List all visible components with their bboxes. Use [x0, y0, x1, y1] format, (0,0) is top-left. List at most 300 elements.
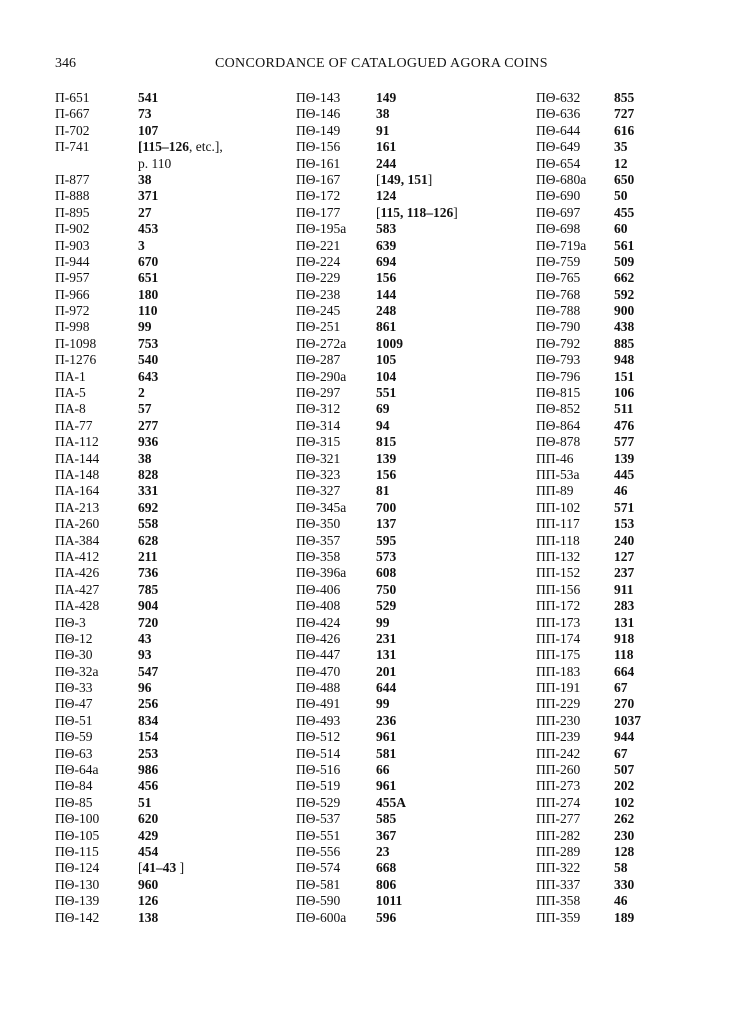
- inventory-number: ΠΘ-142: [55, 909, 100, 925]
- inventory-number: ΠΠ-230: [536, 712, 581, 728]
- inventory-number: ΠΠ-172: [536, 598, 581, 614]
- inventory-number: ΠΘ-796: [536, 368, 581, 384]
- catalogue-number: 445: [614, 466, 635, 482]
- catalogue-number: 12: [614, 155, 628, 171]
- inventory-number: ΠΑ-144: [55, 450, 100, 466]
- catalogue-number: 592: [614, 286, 635, 302]
- inventory-number: ΠΠ-175: [536, 647, 581, 663]
- inventory-number: ΠΘ-177: [296, 204, 341, 220]
- catalogue-number: 720: [138, 614, 159, 630]
- inventory-number: ΠΘ-697: [536, 204, 581, 220]
- catalogue-number: 138: [138, 909, 159, 925]
- catalogue-number: 256: [138, 696, 159, 712]
- inventory-number: ΠΘ-146: [296, 106, 341, 122]
- catalogue-number: 736: [138, 565, 159, 581]
- inventory-number: ΠΑ-213: [55, 499, 100, 515]
- catalogue-number: 806: [376, 876, 397, 892]
- catalogue-number: 283: [614, 598, 635, 614]
- inventory-number: ΠΘ-84: [55, 778, 93, 794]
- inventory-number: ΠΘ-768: [536, 286, 581, 302]
- inventory-number: Π-888: [55, 188, 90, 204]
- catalogue-number: 529: [376, 598, 397, 614]
- catalogue-number: 139: [614, 450, 635, 466]
- inventory-number: Π-702: [55, 122, 90, 138]
- catalogue-number: 454: [138, 843, 159, 859]
- inventory-number: ΠΘ-130: [55, 876, 100, 892]
- catalogue-number: 668: [376, 860, 397, 876]
- catalogue-number: 231: [376, 630, 397, 646]
- catalogue-number: 43: [138, 630, 152, 646]
- inventory-number: ΠΠ-289: [536, 843, 581, 859]
- inventory-number: ΠΑ-77: [55, 417, 93, 433]
- catalogue-number: 127: [614, 548, 635, 564]
- catalogue-number: 66: [376, 762, 390, 778]
- catalogue-number: 507: [614, 762, 635, 778]
- inventory-number: ΠΘ-161: [296, 155, 341, 171]
- catalogue-number: 651: [138, 270, 159, 286]
- catalogue-number: 149: [376, 90, 397, 105]
- catalogue-number: 670: [138, 253, 159, 269]
- catalogue-number: 960: [138, 876, 159, 892]
- inventory-number: ΠΘ-105: [55, 827, 100, 843]
- inventory-number: ΠΠ-273: [536, 778, 581, 794]
- inventory-number: ΠΑ-112: [55, 434, 99, 450]
- inventory-number: ΠΘ-493: [296, 712, 341, 728]
- catalogue-number: 628: [138, 532, 159, 548]
- catalogue-number: 180: [138, 286, 159, 302]
- catalogue-number: 131: [614, 614, 635, 630]
- catalogue-number: 900: [614, 303, 635, 319]
- catalogue-number: 93: [138, 647, 152, 663]
- inventory-number: ΠΘ-32a: [55, 663, 99, 679]
- page-title: CONCORDANCE OF CATALOGUED AGORA COINS: [215, 56, 548, 71]
- catalogue-number: 50: [614, 188, 628, 204]
- inventory-number: Π-998: [55, 319, 90, 335]
- inventory-number: ΠΘ-529: [296, 794, 341, 810]
- inventory-number: ΠΘ-470: [296, 663, 341, 679]
- catalogue-number: [41–43 ]: [138, 860, 185, 876]
- inventory-number: ΠΠ-53a: [536, 466, 580, 482]
- inventory-number: ΠΘ-519: [296, 778, 341, 794]
- inventory-number: ΠΘ-719a: [536, 237, 587, 253]
- inventory-number: ΠΠ-174: [536, 630, 581, 646]
- catalogue-number: 585: [376, 811, 397, 827]
- catalogue-number: 46: [614, 483, 628, 499]
- inventory-number: ΠΘ-3: [55, 614, 86, 630]
- inventory-number: ΠΘ-690: [536, 188, 581, 204]
- catalogue-number: 126: [138, 893, 159, 909]
- inventory-number: ΠΑ-384: [55, 532, 100, 548]
- inventory-number: ΠΠ-229: [536, 696, 581, 712]
- catalogue-number: 367: [376, 827, 397, 843]
- catalogue-number: [149, 151]: [376, 171, 433, 187]
- catalogue-number: 67: [614, 680, 628, 696]
- catalogue-number: 139: [376, 450, 397, 466]
- inventory-number: ΠΠ-322: [536, 860, 581, 876]
- catalogue-number: 904: [138, 598, 159, 614]
- catalogue-number: 547: [138, 663, 159, 679]
- catalogue-number: 211: [138, 548, 158, 564]
- catalogue-number: 137: [376, 516, 397, 532]
- inventory-number: ΠΑ-426: [55, 565, 100, 581]
- catalogue-number: 540: [138, 352, 159, 368]
- inventory-number: ΠΠ-337: [536, 876, 581, 892]
- inventory-number: ΠΠ-118: [536, 532, 580, 548]
- catalogue-number: 99: [376, 696, 390, 712]
- catalogue-number: 153: [614, 516, 635, 532]
- page-number: 346: [55, 56, 76, 71]
- inventory-number: Π-877: [55, 171, 90, 187]
- inventory-number: Π-957: [55, 270, 90, 286]
- inventory-number: ΠΑ-428: [55, 598, 100, 614]
- inventory-number: Π-966: [55, 286, 90, 302]
- inventory-number: ΠΘ-345a: [296, 499, 347, 515]
- catalogue-number: 189: [614, 909, 635, 925]
- inventory-number: ΠΘ-551: [296, 827, 341, 843]
- catalogue-number: 918: [614, 630, 635, 646]
- catalogue-number: [115–126, etc.], p. 110: [138, 139, 223, 171]
- inventory-number: ΠΘ-47: [55, 696, 93, 712]
- inventory-number: ΠΑ-164: [55, 483, 100, 499]
- catalogue-number: 948: [614, 352, 635, 368]
- inventory-number: ΠΠ-152: [536, 565, 581, 581]
- inventory-number: ΠΘ-139: [55, 893, 100, 909]
- catalogue-number: 240: [614, 532, 635, 548]
- inventory-number: ΠΘ-864: [536, 417, 581, 433]
- inventory-number: ΠΘ-408: [296, 598, 341, 614]
- catalogue-number: 236: [376, 712, 397, 728]
- catalogue-number: 106: [614, 385, 635, 401]
- inventory-number: ΠΘ-636: [536, 106, 581, 122]
- catalogue-number: 99: [376, 614, 390, 630]
- inventory-number: ΠΘ-156: [296, 139, 341, 155]
- catalogue-number: 331: [138, 483, 159, 499]
- catalogue-number: 639: [376, 237, 397, 253]
- catalogue-number: 244: [376, 155, 397, 171]
- catalogue-number: 456: [138, 778, 159, 794]
- catalogue-number: 453: [138, 221, 159, 237]
- catalogue-number: 750: [376, 581, 397, 597]
- catalogue-number: 248: [376, 303, 397, 319]
- catalogue-number: 753: [138, 335, 159, 351]
- inventory-number: ΠΘ-491: [296, 696, 341, 712]
- inventory-number: ΠΘ-788: [536, 303, 581, 319]
- inventory-number: ΠΠ-156: [536, 581, 581, 597]
- catalogue-number: 27: [138, 204, 152, 220]
- catalogue-number: 620: [138, 811, 159, 827]
- catalogue-number: 3: [138, 237, 145, 253]
- catalogue-number: 855: [614, 90, 635, 105]
- inventory-number: ΠΘ-100: [55, 811, 100, 827]
- inventory-number: ΠΘ-30: [55, 647, 93, 663]
- catalogue-number: 727: [614, 106, 635, 122]
- inventory-number: ΠΠ-277: [536, 811, 581, 827]
- inventory-number: Π-903: [55, 237, 90, 253]
- inventory-number: ΠΘ-315: [296, 434, 341, 450]
- inventory-number: Π-667: [55, 106, 90, 122]
- inventory-number: ΠΠ-260: [536, 762, 581, 778]
- inventory-number: ΠΘ-12: [55, 630, 93, 646]
- inventory-number: ΠΘ-447: [296, 647, 341, 663]
- inventory-number: ΠΘ-759: [536, 253, 581, 269]
- inventory-number: ΠΘ-238: [296, 286, 341, 302]
- catalogue-number: 110: [138, 303, 158, 319]
- page-header: [55, 56, 708, 76]
- inventory-number: ΠΘ-792: [536, 335, 581, 351]
- catalogue-number: 694: [376, 253, 397, 269]
- inventory-number: ΠΘ-512: [296, 729, 341, 745]
- catalogue-number: 161: [376, 139, 397, 155]
- inventory-number: ΠΠ-274: [536, 794, 581, 810]
- inventory-number: ΠΘ-644: [536, 122, 581, 138]
- catalogue-number: 558: [138, 516, 159, 532]
- inventory-number: ΠΑ-260: [55, 516, 100, 532]
- inventory-number: Π-1276: [55, 352, 97, 368]
- inventory-number: ΠΘ-514: [296, 745, 341, 761]
- inventory-number: ΠΘ-85: [55, 794, 93, 810]
- catalogue-number: 595: [376, 532, 397, 548]
- catalogue-number: 73: [138, 106, 152, 122]
- inventory-number: ΠΘ-852: [536, 401, 581, 417]
- inventory-number: ΠΠ-191: [536, 680, 581, 696]
- catalogue-number: 118: [614, 647, 634, 663]
- catalogue-number: 608: [376, 565, 397, 581]
- inventory-number: ΠΘ-406: [296, 581, 341, 597]
- inventory-number: ΠΠ-117: [536, 516, 580, 532]
- catalogue-number: 38: [138, 171, 152, 187]
- inventory-number: ΠΘ-224: [296, 253, 341, 269]
- inventory-number: Π-972: [55, 303, 90, 319]
- inventory-number: ΠΠ-132: [536, 548, 581, 564]
- inventory-number: ΠΘ-251: [296, 319, 341, 335]
- catalogue-number: 644: [376, 680, 397, 696]
- catalogue-number: 616: [614, 122, 635, 138]
- inventory-number: ΠΘ-358: [296, 548, 341, 564]
- inventory-number: ΠΘ-287: [296, 352, 341, 368]
- catalogue-number: 577: [614, 434, 635, 450]
- catalogue-number: 38: [138, 450, 152, 466]
- inventory-number: ΠΑ-412: [55, 548, 100, 564]
- catalogue-number: 583: [376, 221, 397, 237]
- catalogue-number: 230: [614, 827, 635, 843]
- inventory-number: ΠΘ-321: [296, 450, 341, 466]
- catalogue-number: 104: [376, 368, 397, 384]
- inventory-number: ΠΠ-173: [536, 614, 581, 630]
- catalogue-number: 944: [614, 729, 635, 745]
- catalogue-number: 961: [376, 778, 397, 794]
- inventory-number: ΠΘ-426: [296, 630, 341, 646]
- inventory-number: ΠΘ-581: [296, 876, 341, 892]
- inventory-number: ΠΘ-51: [55, 712, 93, 728]
- catalogue-number: 262: [614, 811, 635, 827]
- catalogue-number: 561: [614, 237, 635, 253]
- catalogue-number: 650: [614, 171, 635, 187]
- inventory-number: ΠΘ-556: [296, 843, 341, 859]
- catalogue-number: 509: [614, 253, 635, 269]
- catalogue-number: 541: [138, 90, 159, 105]
- inventory-number: ΠΘ-632: [536, 90, 581, 105]
- inventory-number: Π-895: [55, 204, 90, 220]
- catalogue-number: 107: [138, 122, 159, 138]
- catalogue-number: 96: [138, 680, 152, 696]
- inventory-number: ΠΘ-33: [55, 680, 93, 696]
- inventory-number: ΠΑ-1: [55, 368, 86, 384]
- inventory-number: ΠΘ-327: [296, 483, 341, 499]
- catalogue-number: 156: [376, 270, 397, 286]
- catalogue-number: 58: [614, 860, 628, 876]
- catalogue-number: 596: [376, 909, 397, 925]
- catalogue-number: 201: [376, 663, 397, 679]
- inventory-number: ΠΘ-396a: [296, 565, 347, 581]
- inventory-number: ΠΘ-314: [296, 417, 341, 433]
- catalogue-number: 270: [614, 696, 635, 712]
- inventory-number: Π-944: [55, 253, 90, 269]
- inventory-number: ΠΠ-359: [536, 909, 581, 925]
- inventory-number: ΠΠ-239: [536, 729, 581, 745]
- catalogue-number: 131: [376, 647, 397, 663]
- inventory-number: ΠΘ-424: [296, 614, 341, 630]
- inventory-number: ΠΘ-272a: [296, 335, 347, 351]
- inventory-number: ΠΑ-148: [55, 467, 100, 482]
- inventory-number: ΠΘ-297: [296, 385, 341, 401]
- catalogue-number: 67: [614, 745, 628, 761]
- inventory-number: ΠΘ-698: [536, 221, 581, 237]
- catalogue-number: 662: [614, 270, 635, 286]
- inventory-number: Π-741: [55, 139, 90, 155]
- inventory-number: ΠΘ-124: [55, 860, 100, 876]
- catalogue-number: 35: [614, 139, 628, 155]
- inventory-number: Π-902: [55, 221, 90, 237]
- inventory-number: ΠΘ-680a: [536, 171, 587, 187]
- catalogue-number: 785: [138, 581, 159, 597]
- catalogue-number: 23: [376, 843, 390, 859]
- inventory-number: ΠΘ-765: [536, 270, 581, 286]
- catalogue-number: 511: [614, 401, 634, 417]
- catalogue-number: 330: [614, 876, 635, 892]
- catalogue-number: 60: [614, 221, 628, 237]
- inventory-number: ΠΘ-143: [296, 90, 341, 105]
- inventory-number: ΠΠ-358: [536, 893, 581, 909]
- inventory-number: Π-651: [55, 90, 90, 105]
- catalogue-number: 237: [614, 565, 635, 581]
- inventory-number: Π-1098: [55, 335, 97, 351]
- inventory-number: ΠΠ-89: [536, 483, 574, 499]
- inventory-number: ΠΘ-654: [536, 155, 581, 171]
- inventory-number: ΠΘ-59: [55, 729, 93, 745]
- catalogue-number: 151: [614, 368, 635, 384]
- catalogue-number: 202: [614, 778, 635, 794]
- inventory-number: ΠΠ-282: [536, 827, 581, 843]
- catalogue-number: 692: [138, 499, 159, 515]
- catalogue-number: 81: [376, 483, 390, 499]
- catalogue-number: 277: [138, 417, 159, 433]
- inventory-number: ΠΘ-221: [296, 237, 341, 253]
- catalogue-number: 476: [614, 417, 635, 433]
- catalogue-number: 38: [376, 106, 390, 122]
- catalogue-number: 834: [138, 712, 159, 728]
- catalogue-number: 253: [138, 745, 159, 761]
- catalogue-number: 664: [614, 663, 635, 679]
- catalogue-number: 861: [376, 319, 397, 335]
- inventory-number: ΠΘ-790: [536, 319, 581, 335]
- catalogue-number: 936: [138, 434, 159, 450]
- inventory-number: ΠΘ-590: [296, 893, 341, 909]
- catalogue-number: 94: [376, 417, 390, 433]
- catalogue-number: 102: [614, 794, 635, 810]
- catalogue-number: 429: [138, 827, 159, 843]
- inventory-number: ΠΘ-290a: [296, 368, 347, 384]
- catalogue-number: 885: [614, 335, 635, 351]
- catalogue-number: 156: [376, 466, 397, 482]
- catalogue-number: 961: [376, 729, 397, 745]
- catalogue-number: 571: [614, 499, 635, 515]
- inventory-number: ΠΠ-46: [536, 450, 574, 466]
- inventory-number: ΠΘ-649: [536, 139, 581, 155]
- catalogue-number: 455: [614, 204, 635, 220]
- inventory-number: ΠΘ-245: [296, 303, 341, 319]
- inventory-number: ΠΘ-350: [296, 516, 341, 532]
- catalogue-number: 1009: [376, 335, 403, 351]
- catalogue-number: 154: [138, 729, 159, 745]
- catalogue-number: 105: [376, 352, 397, 368]
- catalogue-number: 581: [376, 745, 397, 761]
- catalogue-number: 700: [376, 499, 397, 515]
- catalogue-number: 1037: [614, 712, 641, 728]
- catalogue-number: 46: [614, 893, 628, 909]
- inventory-number: ΠΘ-149: [296, 122, 341, 138]
- inventory-number: ΠΘ-167: [296, 171, 341, 187]
- inventory-number: ΠΘ-229: [296, 270, 341, 286]
- inventory-number: ΠΘ-488: [296, 680, 341, 696]
- inventory-number: ΠΠ-183: [536, 663, 581, 679]
- catalogue-number: 124: [376, 188, 397, 204]
- inventory-number: ΠΘ-312: [296, 401, 341, 417]
- catalogue-number: [115, 118–126]: [376, 204, 458, 220]
- catalogue-number: 1011: [376, 893, 403, 909]
- catalogue-number: 911: [614, 581, 634, 597]
- inventory-number: ΠΑ-427: [55, 581, 100, 597]
- catalogue-number: 51: [138, 794, 152, 810]
- catalogue-number: 69: [376, 401, 390, 417]
- catalogue-number: 144: [376, 286, 397, 302]
- inventory-number: ΠΘ-323: [296, 466, 341, 482]
- catalogue-number: 455A: [376, 794, 406, 810]
- inventory-number: ΠΘ-195a: [296, 221, 347, 237]
- catalogue-number: 371: [138, 188, 159, 204]
- catalogue-number: 643: [138, 368, 159, 384]
- inventory-number: ΠΘ-537: [296, 811, 341, 827]
- catalogue-number: 986: [138, 762, 159, 778]
- inventory-number: ΠΘ-63: [55, 745, 93, 761]
- catalogue-number: 438: [614, 319, 635, 335]
- catalogue-number: 2: [138, 385, 145, 401]
- inventory-number: ΠΘ-793: [536, 352, 581, 368]
- inventory-number: ΠΠ-102: [536, 499, 581, 515]
- inventory-number: ΠΘ-600a: [296, 909, 347, 925]
- inventory-number: ΠΘ-878: [536, 434, 581, 450]
- catalogue-number: 815: [376, 434, 397, 450]
- catalogue-number: 573: [376, 548, 397, 564]
- inventory-number: ΠΘ-172: [296, 188, 341, 204]
- inventory-number: ΠΑ-5: [55, 385, 86, 401]
- inventory-number: ΠΑ-8: [55, 401, 86, 417]
- catalogue-number: 551: [376, 385, 397, 401]
- inventory-number: ΠΘ-357: [296, 532, 341, 548]
- inventory-number: ΠΘ-815: [536, 385, 581, 401]
- catalogue-number: 57: [138, 401, 152, 417]
- inventory-number: ΠΘ-64a: [55, 762, 99, 778]
- catalogue-number: 828: [138, 467, 159, 482]
